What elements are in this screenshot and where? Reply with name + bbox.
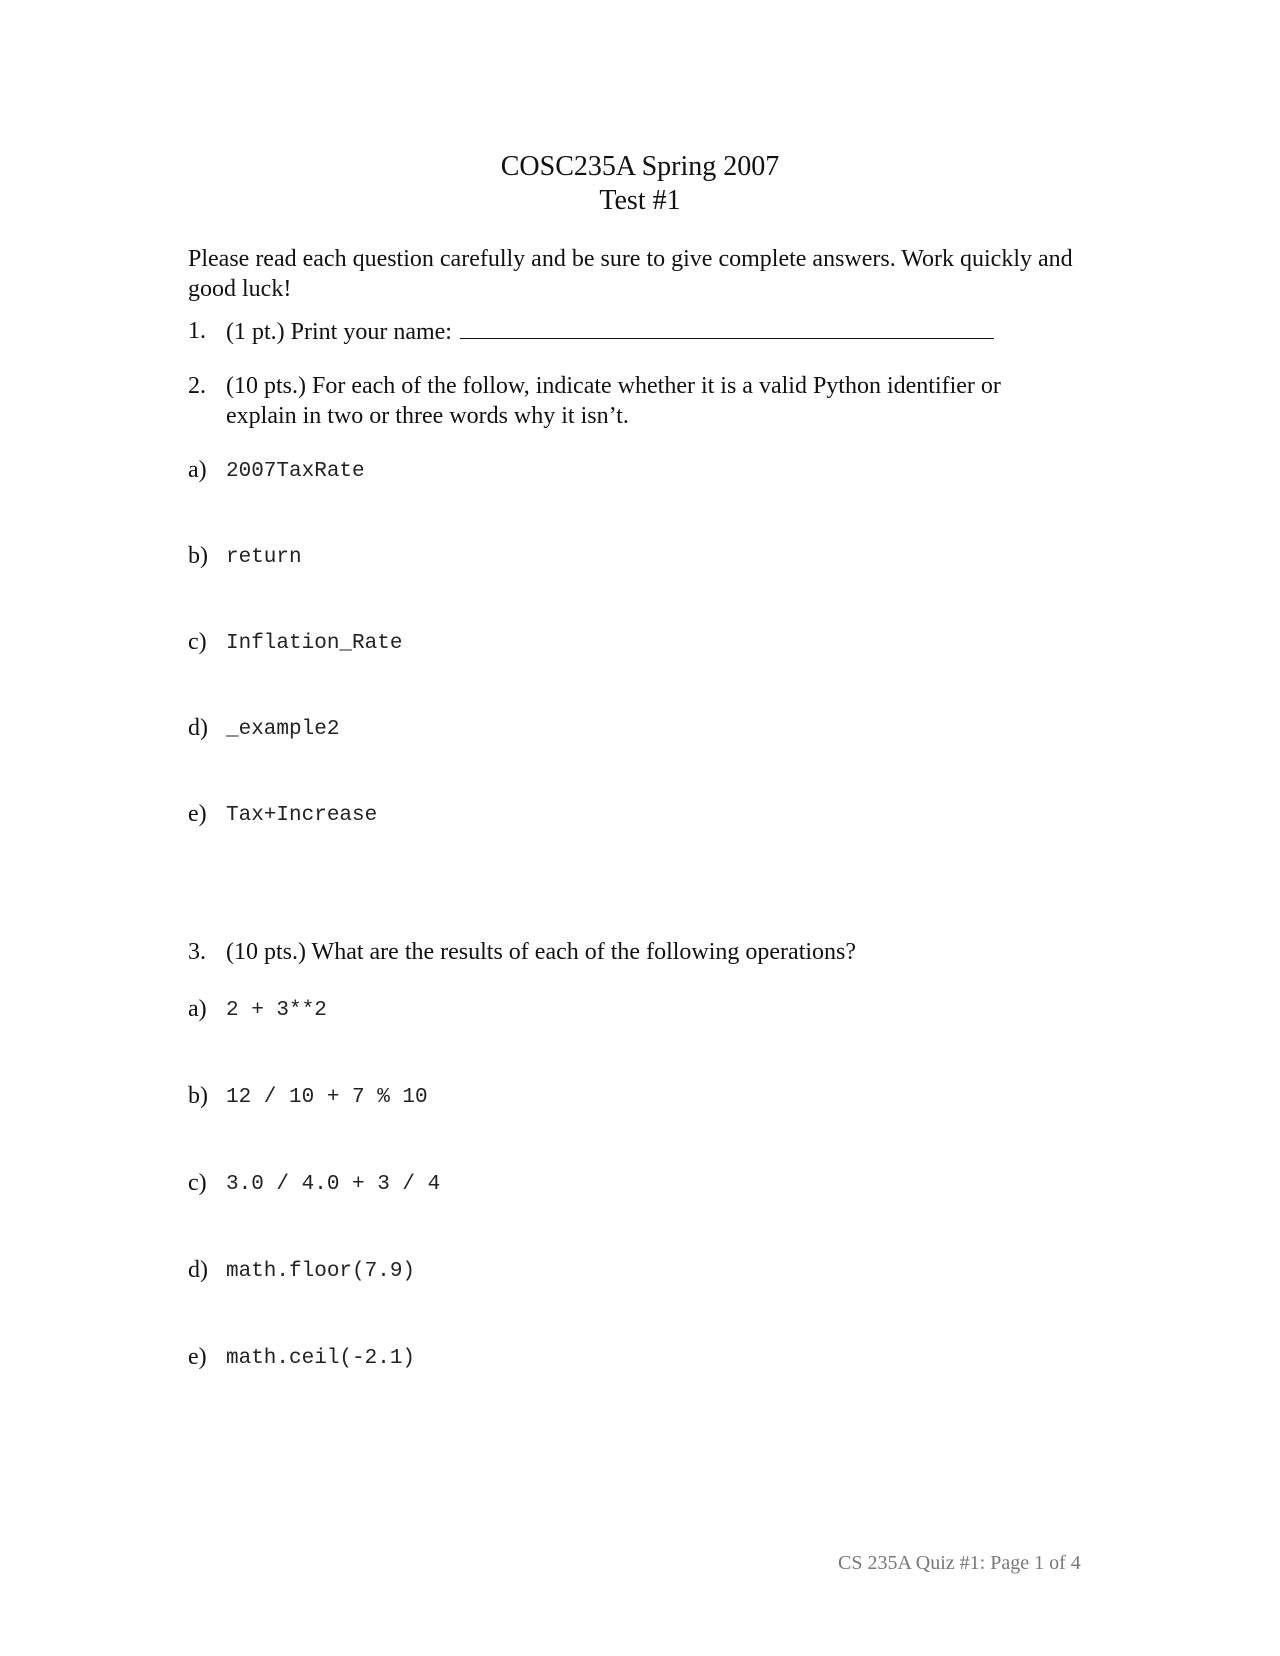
item-code: Inflation_Rate (226, 632, 403, 655)
question-3-text: (10 pts.) What are the results of each of the following operations? (226, 939, 857, 965)
item-code: math.ceil(-2.1) (226, 1347, 416, 1370)
item-code: math.floor(7.9) (226, 1260, 416, 1283)
item-label: e) (188, 801, 207, 827)
page-footer: CS 235A Quiz #1: Page 1 of 4 (838, 1552, 1081, 1574)
item-code: 2 + 3**2 (226, 999, 327, 1022)
question-2-text: (10 pts.) For each of the follow, indicate whether it is a valid Python identifier or explain in two or three words why it isn’t. (226, 373, 1001, 429)
question-number: 3. (188, 939, 206, 965)
item-code: _example2 (226, 718, 340, 741)
item-label: c) (188, 629, 207, 655)
item-label: a) (188, 996, 207, 1022)
page-title (0, 150, 1280, 218)
test-title: Test #1 (599, 185, 681, 216)
item-label: e) (188, 1344, 207, 1370)
item-label: a) (188, 457, 207, 483)
question-number: 1. (188, 318, 206, 344)
question-1-text (226, 316, 1056, 347)
item-label: c) (188, 1170, 207, 1196)
item-code: Tax+Increase (226, 804, 378, 827)
question-number: 2. (188, 373, 206, 399)
question-1-prompt: (1 pt.) Print your name: (226, 319, 452, 345)
item-code: return (226, 546, 302, 569)
item-code: 2007TaxRate (226, 460, 365, 483)
item-label: d) (188, 715, 208, 741)
item-code: 12 / 10 + 7 % 10 (226, 1086, 428, 1109)
name-blank-line[interactable] (460, 316, 994, 339)
instructions: Please read each question carefully and be sure to give complete answers. Work quickly and good luck! (188, 246, 1073, 302)
item-code: 3.0 / 4.0 + 3 / 4 (226, 1173, 441, 1196)
item-label: b) (188, 1083, 208, 1109)
item-label: d) (188, 1257, 208, 1283)
item-label: b) (188, 543, 208, 569)
course-title: COSC235A Spring 2007 (500, 151, 780, 182)
